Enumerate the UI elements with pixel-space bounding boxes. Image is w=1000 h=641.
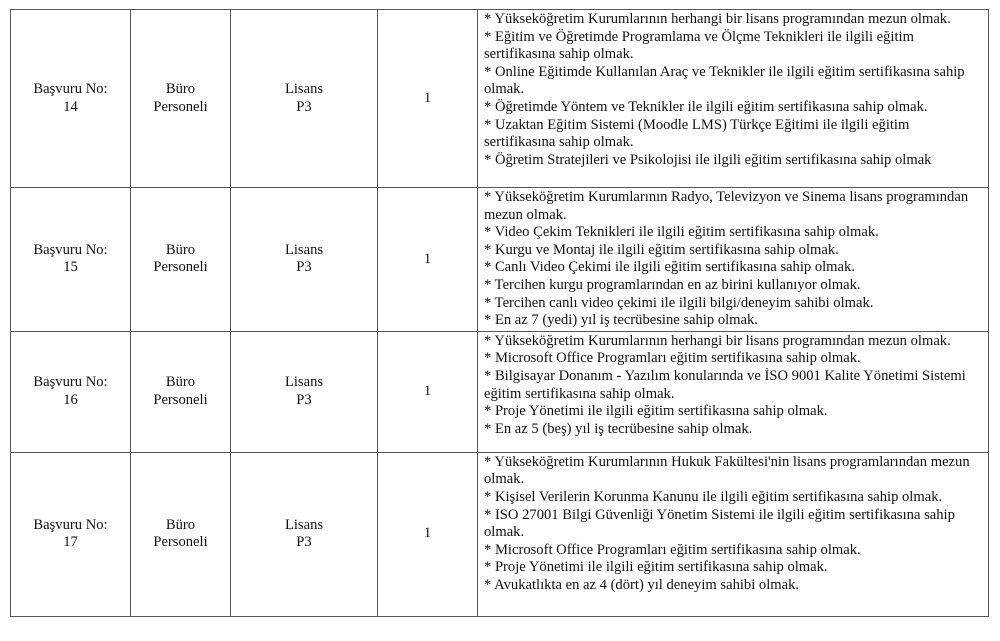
requirement-item: * Yükseköğretim Kurumlarının herhangi bir lisans programından mezun olmak. <box>484 11 951 27</box>
requirement-item: * Eğitim ve Öğretimde Programlama ve Ölçme Teknikleri ile ilgili eğitim sertifikasına sahip olmak. <box>484 28 914 63</box>
quota-cell <box>378 188 478 332</box>
position-line: Personeli <box>153 98 208 115</box>
position-cell <box>131 452 231 616</box>
education-level-cell <box>231 188 378 332</box>
requirement-item: * Microsoft Office Programları eğitim sertifikasına sahip olmak. <box>484 541 861 558</box>
application-no-label: Başvuru No: <box>33 374 108 391</box>
requirement-item: * Tercihen kurgu programlarından en az birini kullanıyor olmak. <box>484 276 861 293</box>
position-line: Büro <box>165 516 196 533</box>
requirement-item: * Yükseköğretim Kurumlarının Hukuk Fakültesi'nin lisans programlarından mezun olmak. <box>484 453 970 488</box>
requirement-item: * Uzaktan Eğitim Sistemi (Moodle LMS) Türkçe Eğitimi ile ilgili eğitim sertifikasına sahip olmak. <box>484 116 910 151</box>
requirement-item: * En az 7 (yedi) yıl iş tecrübesine sahip olmak. <box>484 312 758 329</box>
requirement-item: * Yükseköğretim Kurumlarının herhangi bir lisans programından mezun olmak. <box>484 332 951 349</box>
application-no-label: Başvuru No: <box>33 80 108 97</box>
position-line: Büro <box>165 374 196 391</box>
application-no-cell <box>11 188 131 332</box>
requirement-item: * Video Çekim Teknikleri ile ilgili eğitim sertifikasına sahip olmak. <box>484 224 879 241</box>
requirement-item: * Microsoft Office Programları eğitim sertifikasına sahip olmak. <box>484 350 861 367</box>
application-no-label: Başvuru No: <box>33 241 108 258</box>
education-level-cell <box>231 10 378 188</box>
requirements-cell <box>478 331 989 452</box>
table-row <box>11 10 989 188</box>
application-no-value: 17 <box>63 534 78 551</box>
quota-cell <box>378 10 478 188</box>
requirements-cell <box>478 188 989 332</box>
application-no-value: 16 <box>63 391 78 408</box>
education-line: Lisans <box>284 374 324 391</box>
requirements-cell <box>478 10 989 188</box>
requirement-item: * Kurgu ve Montaj ile ilgili eğitim sertifikasına sahip olmak. <box>484 241 839 258</box>
position-cell <box>131 331 231 452</box>
position-line: Personeli <box>153 534 208 551</box>
requirements-cell <box>478 452 989 616</box>
education-level-cell <box>231 331 378 452</box>
requirement-item: * Online Eğitimde Kullanılan Araç ve Teknikler ile ilgili eğitim sertifikasına sahip olmak. <box>484 63 965 98</box>
requirement-item: * En az 5 (beş) yıl iş tecrübesine sahip olmak. <box>484 420 753 437</box>
position-line: Büro <box>165 241 196 258</box>
job-postings-table <box>10 9 989 617</box>
requirement-item: * Avukatlıkta en az 4 (dört) yıl deneyim sahibi olmak. <box>484 576 800 593</box>
education-line: P3 <box>296 534 312 551</box>
job-table-body <box>11 10 989 617</box>
position-line: Personeli <box>153 259 208 276</box>
education-level-cell <box>231 452 378 616</box>
application-no-cell <box>11 10 131 188</box>
quota-value: 1 <box>423 250 432 267</box>
requirement-item: * Kişisel Verilerin Korunma Kanunu ile ilgili eğitim sertifikasına sahip olmak. <box>484 488 943 505</box>
requirement-item: * ISO 27001 Bilgi Güvenliği Yönetim Sistemi ile ilgili eğitim sertifikasına sahip olmak. <box>484 506 955 541</box>
table-row <box>11 331 989 452</box>
education-line: Lisans <box>284 241 324 258</box>
application-no-value: 15 <box>63 259 78 276</box>
education-line: P3 <box>296 259 312 276</box>
requirement-item: * Proje Yönetimi ile ilgili eğitim sertifikasına sahip olmak. <box>484 559 828 576</box>
application-no-cell <box>11 452 131 616</box>
quota-value: 1 <box>423 382 432 399</box>
application-no-value: 14 <box>63 98 78 115</box>
education-line: P3 <box>296 391 312 408</box>
requirement-item: * Tercihen canlı video çekimi ile ilgili bilgi/deneyim sahibi olmak. <box>484 294 874 311</box>
application-no-label: Başvuru No: <box>33 516 108 533</box>
position-cell <box>131 188 231 332</box>
quota-value: 1 <box>423 525 432 542</box>
position-line: Büro <box>165 80 196 97</box>
requirement-item: * Canlı Video Çekimi ile ilgili eğitim sertifikasına sahip olmak. <box>484 259 855 276</box>
requirement-item: * Bilgisayar Donanım - Yazılım konularında ve İSO 9001 Kalite Yönetimi Sistemi eğitim sertifikasına sahip olmak. <box>484 367 966 402</box>
position-cell <box>131 10 231 188</box>
education-line: Lisans <box>284 516 324 533</box>
requirement-item: * Proje Yönetimi ile ilgili eğitim sertifikasına sahip olmak. <box>484 403 828 420</box>
table-row <box>11 188 989 332</box>
education-line: P3 <box>296 98 312 115</box>
table-row <box>11 452 989 616</box>
quota-cell <box>378 331 478 452</box>
quota-value: 1 <box>423 89 432 106</box>
application-no-cell <box>11 331 131 452</box>
education-line: Lisans <box>284 80 324 97</box>
position-line: Personeli <box>153 391 208 408</box>
requirement-item: * Yükseköğretim Kurumlarının Radyo, Televizyon ve Sinema lisans programından mezun olmak. <box>484 189 969 223</box>
quota-cell <box>378 452 478 616</box>
requirement-item: * Öğretim Stratejileri ve Psikolojisi ile ilgili eğitim sertifikasına sahip olmak <box>484 151 932 168</box>
requirement-item: * Öğretimde Yöntem ve Teknikler ile ilgili eğitim sertifikasına sahip olmak. <box>484 98 928 115</box>
